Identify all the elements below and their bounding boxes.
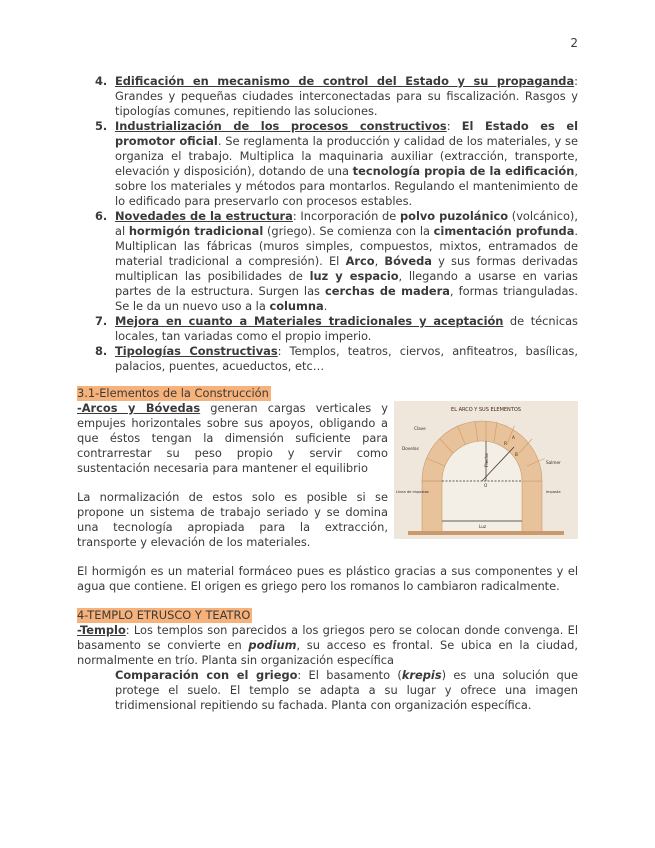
list-item-title: Novedades de la estructura xyxy=(115,209,293,223)
list-item xyxy=(77,74,578,119)
bold-term: cimentación profunda xyxy=(433,224,575,238)
list-item-text: . Se reglamenta la producción y calidad de los materiales, y se organiza el trabajo. Multiplica la maquinaria auxiliar (extracción, transporte, elevación y disposición), dotando de una xyxy=(115,134,578,178)
label-r: R xyxy=(504,441,507,446)
section-temple xyxy=(77,594,578,713)
paragraph-text: : Los templos son parecidos a los griegos pero se colocan donde convenga. El basamento se convierte en xyxy=(77,623,578,652)
right-pier xyxy=(522,481,542,533)
label-o: O xyxy=(484,483,488,488)
list-item-text: : Grandes y pequeñas ciudades interconectadas para su fiscalización. Rasgos y tipologías comunes, repitiendo las soluciones. xyxy=(115,74,578,118)
list-item-text: . xyxy=(323,299,328,313)
list-item xyxy=(77,314,578,344)
list-item-text: (volcánico), al xyxy=(115,209,578,238)
italic-term: podium xyxy=(248,638,297,652)
paragraph-indented xyxy=(77,668,578,713)
list-number: 8. xyxy=(95,344,108,358)
label-linea-impostas: Línea de impostas xyxy=(396,490,429,494)
label-clave: Clave xyxy=(414,426,426,431)
list-item-text: de técnicas locales, tan variadas como el propio imperio. xyxy=(115,314,578,343)
lead-term: -Arcos y Bóvedas xyxy=(77,401,201,415)
list-item-text: , formas trianguladas. Se le da un nuevo uso a la xyxy=(115,284,578,313)
list-number: 6. xyxy=(95,209,108,223)
bold-term: polvo puzolánico xyxy=(399,209,509,223)
list-item xyxy=(77,119,578,209)
list-item-title: Industrialización de los procesos constructivos xyxy=(115,119,447,133)
list-item-title: Mejora en cuanto a Materiales tradicionales y aceptación xyxy=(115,314,504,328)
label-dovelas: Dovelas xyxy=(402,446,419,451)
list-item xyxy=(77,344,578,374)
left-pier xyxy=(422,481,442,533)
list-item-text: : Incorporación de xyxy=(292,209,400,223)
lead-term: -Templo xyxy=(77,623,126,637)
arch-opening xyxy=(442,441,522,533)
paragraph: La normalización de estos solo es posible si se propone un sistema de trabajo seriado y se domina una tecnología apropiada para la extracción, transporte y elevación de los materiales. xyxy=(77,490,388,549)
paragraph xyxy=(77,623,578,668)
bold-term: Comparación con el griego xyxy=(115,668,298,682)
paragraph-text: ) es una solución que protege el suelo. El templo se adapta a su lugar y ofrece una imagen tridimensional repitiendo su fachada. Planta con organización específica. xyxy=(115,668,578,712)
bold-term: columna xyxy=(269,299,324,313)
paragraph-text: , su acceso es frontal. Se ubica en la ciudad, normalmente en trío. Planta sin organización específica xyxy=(77,638,578,667)
list-number: 7. xyxy=(95,314,108,328)
bold-term: El Estado es el promotor oficial xyxy=(115,119,578,148)
bold-term: tecnología propia de la edificación xyxy=(352,164,575,178)
paragraph-text: : El basamento ( xyxy=(297,668,402,682)
label-b: B xyxy=(515,452,518,457)
bold-term: Bóveda xyxy=(384,254,432,268)
section-heading: 4-TEMPLO ETRUSCO Y TEATRO xyxy=(77,608,251,622)
list-item xyxy=(77,209,578,314)
bold-term: luz y espacio xyxy=(309,269,399,283)
bold-term: hormigón tradicional xyxy=(128,224,264,238)
label-imposta: Imposta xyxy=(546,490,561,494)
arch-diagram-figure xyxy=(394,401,578,539)
ground xyxy=(408,531,564,535)
figure-title: EL ARCO Y SUS ELEMENTOS xyxy=(451,407,521,413)
list-item-text: , xyxy=(374,254,385,268)
list-item-text: , sobre los materiales y métodos para montarlos. Regulando el mantenimiento de lo edificado para preservarlo con procesos estables. xyxy=(115,164,578,208)
label-a: A xyxy=(512,435,515,440)
label-flecha: Flecha xyxy=(484,453,489,467)
list-number: 4. xyxy=(95,74,108,88)
list-number: 5. xyxy=(95,119,108,133)
section-elements xyxy=(77,374,578,594)
italic-term: krepis xyxy=(401,668,442,682)
bold-term: cerchas de madera xyxy=(325,284,450,298)
list-item-text: y sus formas derivadas multiplican las posibilidades de xyxy=(115,254,578,283)
bold-term: Arco xyxy=(345,254,375,268)
document-body xyxy=(77,74,578,713)
list-item-text: (griego). Se comienza con la xyxy=(263,224,434,238)
paragraph-text: generan cargas verticales y empujes horizontales sobre sus apoyos, obligando a que éstos tengan la dimensión suficiente para contrarrestar su peso propio y servir como sustentación necesaria para mantener el equilibrio xyxy=(77,401,389,475)
numbered-list xyxy=(77,74,578,374)
label-luz: Luz xyxy=(479,524,487,529)
paragraph: El hormigón es un material formáceo pues es plástico gracias a sus componentes y el agua que contiene. El origen es griego pero los romanos lo cambiaron radicalmente. xyxy=(77,564,578,593)
label-salmer: Salmer xyxy=(546,460,561,465)
list-item-text: : xyxy=(446,119,462,133)
list-item-title: Edificación en mecanismo de control del Estado y su propaganda xyxy=(115,74,575,88)
page-number: 2 xyxy=(570,36,578,50)
list-item-title: Tipologías Constructivas xyxy=(115,344,278,358)
list-item-text: . Multiplican las fábricas (muros simples, compuestos, mixtos, entramados de material tradicional a compresión). El xyxy=(115,224,578,268)
list-item-text: , llegando a usarse en varias partes de la estructura. Surgen las xyxy=(115,269,578,298)
section-heading: 3.1-Elementos de la Construcción xyxy=(77,386,269,400)
list-item-text: : Templos, teatros, ciervos, anfiteatros, basílicas, palacios, puentes, acueductos, etc… xyxy=(115,344,578,373)
